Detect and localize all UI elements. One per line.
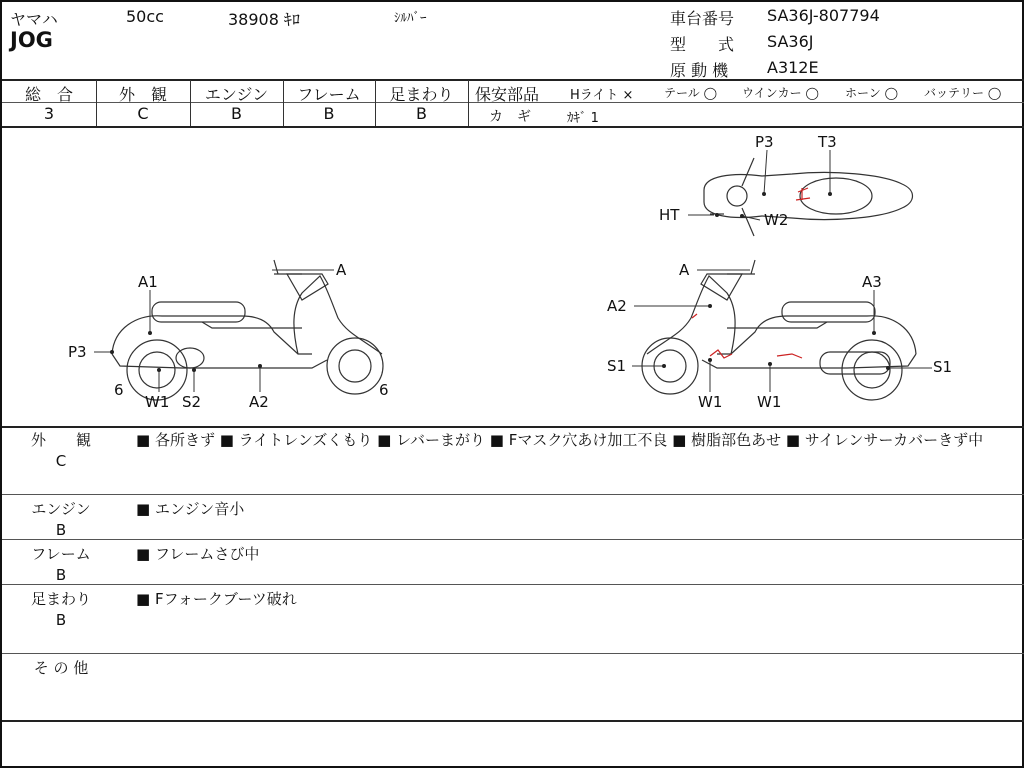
overall-grade: 3 (43, 104, 55, 123)
label-left-a2: A2 (249, 393, 269, 411)
maker: ヤマハ (10, 10, 58, 29)
label-right-s1a: S1 (607, 357, 627, 375)
label-right-a2: A2 (607, 297, 627, 315)
key-value: ｶｷﾞ 1 (567, 111, 599, 126)
note-engine-text: ■ エンジン音小 (136, 500, 245, 518)
label-right-a: A (679, 261, 690, 279)
label-right-a3: A3 (862, 273, 882, 291)
type-value: SA36J (767, 32, 814, 51)
label-right-w1b: W1 (757, 393, 782, 411)
note-suspension-grade: B (55, 611, 67, 629)
winker-status: ウインカー ◯ (742, 86, 819, 100)
overall-label: 総 合 (24, 85, 73, 104)
engine-grade: B (231, 104, 242, 123)
displacement: 50cc (126, 7, 164, 26)
label-top-ht: HT (659, 206, 680, 224)
divider (2, 79, 1024, 81)
note-frame-label: フレーム (31, 545, 91, 563)
label-top-w2: W2 (764, 211, 789, 229)
model-name: JOG (10, 28, 53, 52)
label-left-a1: A1 (138, 273, 158, 291)
suspension-grade: B (416, 104, 427, 123)
note-suspension-label: 足まわり (30, 590, 91, 608)
note-engine-grade: B (55, 521, 67, 539)
safety-parts-label: 保安部品 (475, 85, 540, 104)
note-exterior-text: ■ 各所きず ■ ライトレンズくもり ■ レバーまがり ■ Fマスク穴あけ加工不良 ■ 樹脂部色あせ ■ サイレンサーカバーきず中 (136, 431, 984, 449)
label-top-t3: T3 (818, 133, 837, 151)
frame-no-label: 車台番号 (670, 9, 735, 28)
exterior-grade: C (137, 104, 149, 123)
label-right-s1b: S1 (933, 358, 953, 376)
frame-grade-label: フレーム (297, 85, 361, 104)
label-left-6b: 6 (379, 381, 389, 399)
tail-status: テール ◯ (664, 86, 718, 100)
note-exterior-grade: C (55, 452, 67, 470)
note-other-label: そ の 他 (33, 659, 89, 677)
battery-status: バッテリー ◯ (924, 86, 1002, 100)
damage-diagram (2, 128, 1022, 426)
frame-grade: B (323, 104, 335, 123)
engine-grade-label: エンジン (204, 85, 269, 104)
note-frame-text: ■ フレームさび中 (136, 545, 260, 563)
color: ｼﾙﾊﾞｰ (394, 11, 427, 26)
key-label: カ ギ (489, 109, 531, 125)
scooter-top-view (704, 158, 913, 236)
label-left-s2: S2 (182, 393, 202, 411)
suspension-grade-label: 足まわり (389, 85, 454, 104)
headlight-status: Hライト × (570, 88, 634, 103)
label-right-w1a: W1 (698, 393, 723, 411)
mileage: 38908 ｷﾛ (228, 10, 300, 29)
engine-model-label: 原 動 機 (670, 61, 729, 80)
note-exterior-label: 外 観 (30, 431, 91, 449)
type-label: 型 式 (670, 35, 735, 54)
label-left-w1: W1 (145, 393, 170, 411)
horn-status: ホーン ◯ (845, 86, 899, 100)
note-engine-label: エンジン (31, 500, 91, 518)
frame-no: SA36J-807794 (767, 6, 880, 25)
label-top-p3: P3 (755, 133, 774, 151)
label-left-a: A (336, 261, 347, 279)
label-left-6a: 6 (114, 381, 124, 399)
note-frame-grade: B (55, 566, 67, 584)
exterior-label: 外 観 (118, 85, 167, 104)
note-suspension-text: ■ Fフォークブーツ破れ (136, 590, 297, 608)
label-left-p3: P3 (68, 343, 87, 361)
engine-model: A312E (767, 58, 819, 77)
